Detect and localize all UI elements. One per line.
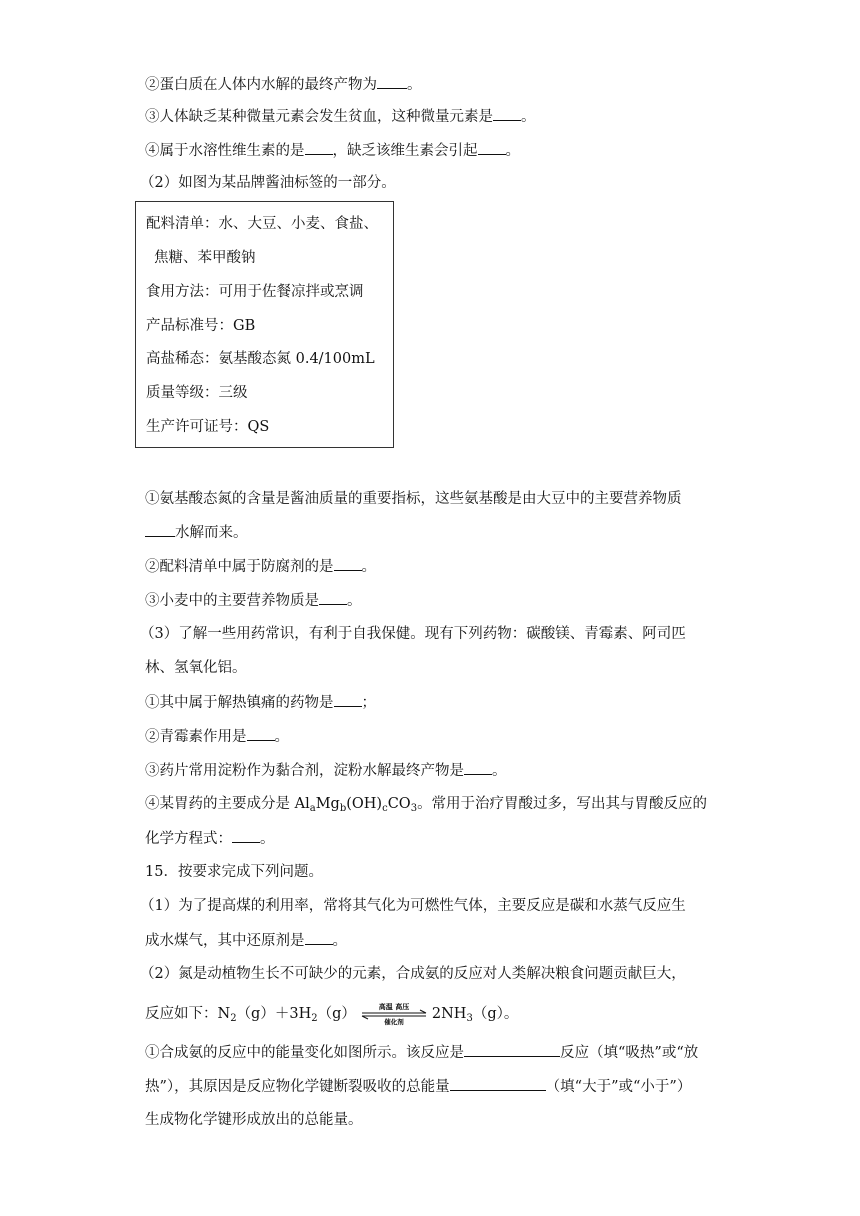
q15-2a: （2）氮是动植物生长不可缺少的元素，合成氨的反应对人类解决粮食问题贡献巨大， <box>140 966 686 982</box>
q14-3-intro-a: （3）了解一些用药常识，有利于自我保健。现有下列药物：碳酸镁、青霉素、阿司匹 <box>140 626 686 642</box>
label-line: 质量等级：三级 <box>146 385 248 401</box>
answer-blank[interactable] <box>450 1076 546 1091</box>
answer-blank[interactable] <box>377 74 407 89</box>
answer-blank[interactable] <box>464 1042 560 1057</box>
q14-3-item3: ③药片常用淀粉作为黏合剂，淀粉水解最终产物是 。 <box>145 760 507 781</box>
answer-blank[interactable] <box>305 140 333 155</box>
answer-blank[interactable] <box>464 760 492 775</box>
q14-3-item2: ②青霉素作用是 。 <box>145 726 289 747</box>
q14-2-item2: ②配料清单中属于防腐剂的是 。 <box>145 556 376 577</box>
label-line: 产品标准号：GB <box>146 318 256 334</box>
q15-title: 15．按要求完成下列问题。 <box>145 864 323 880</box>
q14-1-item3: ③人体缺乏某种微量元素会发生贫血，这种微量元素是 。 <box>145 106 536 127</box>
q14-3-item1: ①其中属于解热镇痛的药物是 ； <box>145 692 376 713</box>
q14-1-item2: ②蛋白质在人体内水解的最终产物为 。 <box>145 74 422 95</box>
q14-2-item1a: ①氨基酸态氮的含量是酱油质量的重要指标，这些氨基酸是由大豆中的主要营养物质 <box>145 491 682 507</box>
answer-blank[interactable] <box>334 556 362 571</box>
answer-blank[interactable] <box>319 590 347 605</box>
answer-blank[interactable] <box>247 726 275 741</box>
label-line: 焦糖、苯甲酸钠 <box>154 250 256 266</box>
q14-3-item4: ④某胃药的主要成分是 $Al_aMg_b(OH)_cCO_3$。常用于治疗胃酸过多，写出其与胃酸反应的 <box>145 796 708 814</box>
answer-blank[interactable] <box>145 522 175 537</box>
q14-3-intro-b: 林、氢氧化铝。 <box>145 660 247 676</box>
reversible-arrow-icon <box>360 1002 428 1026</box>
answer-blank[interactable] <box>232 828 260 843</box>
answer-blank[interactable] <box>478 140 506 155</box>
q15-1b: 成水煤气，其中还原剂是 。 <box>145 930 347 951</box>
q15-1a: （1）为了提高煤的利用率，常将其气化为可燃性气体，主要反应是碳和水蒸气反应生 <box>140 898 686 914</box>
q15-2-item1c: 生成物化学键形成放出的总能量。 <box>145 1112 363 1128</box>
answer-blank[interactable] <box>305 930 333 945</box>
label-line: 高盐稀态：氨基酸态氮 0.4/100mL <box>146 351 375 367</box>
q14-2-intro: （2）如图为某品牌酱油标签的一部分。 <box>140 175 396 191</box>
label-line: 配料清单：水、大豆、小麦、食盐、 <box>146 216 378 232</box>
condition-top: 高温 高压 <box>378 1003 410 1011</box>
soy-sauce-label <box>135 201 394 448</box>
q15-2-item1a: ①合成氨的反应中的能量变化如图所示。该反应是 反应（填“吸热”或“放 <box>145 1042 698 1063</box>
q15-2b-equation: 反应如下：$N_2(g)+3H_2(g)$ 高温 高压 催化剂 $2NH_3(g)$。 <box>145 1003 519 1026</box>
condition-bottom: 催化剂 <box>384 1018 404 1026</box>
label-line: 生产许可证号：QS <box>146 419 270 435</box>
q15-2-item1b: 热”），其原因是反应物化学键断裂吸收的总能量 （填“大于”或“小于”） <box>145 1076 691 1097</box>
q14-2-item3: ③小麦中的主要营养物质是 。 <box>145 590 362 611</box>
label-line: 食用方法：可用于佐餐凉拌或烹调 <box>146 284 364 300</box>
answer-blank[interactable] <box>334 692 362 707</box>
q14-2-item1b: 水解而来。 <box>145 522 248 543</box>
q14-3-item4b: 化学方程式： 。 <box>145 828 275 849</box>
q14-1-item4: ④属于水溶性维生素的是 ，缺乏该维生素会引起 。 <box>145 140 520 161</box>
answer-blank[interactable] <box>493 106 521 121</box>
